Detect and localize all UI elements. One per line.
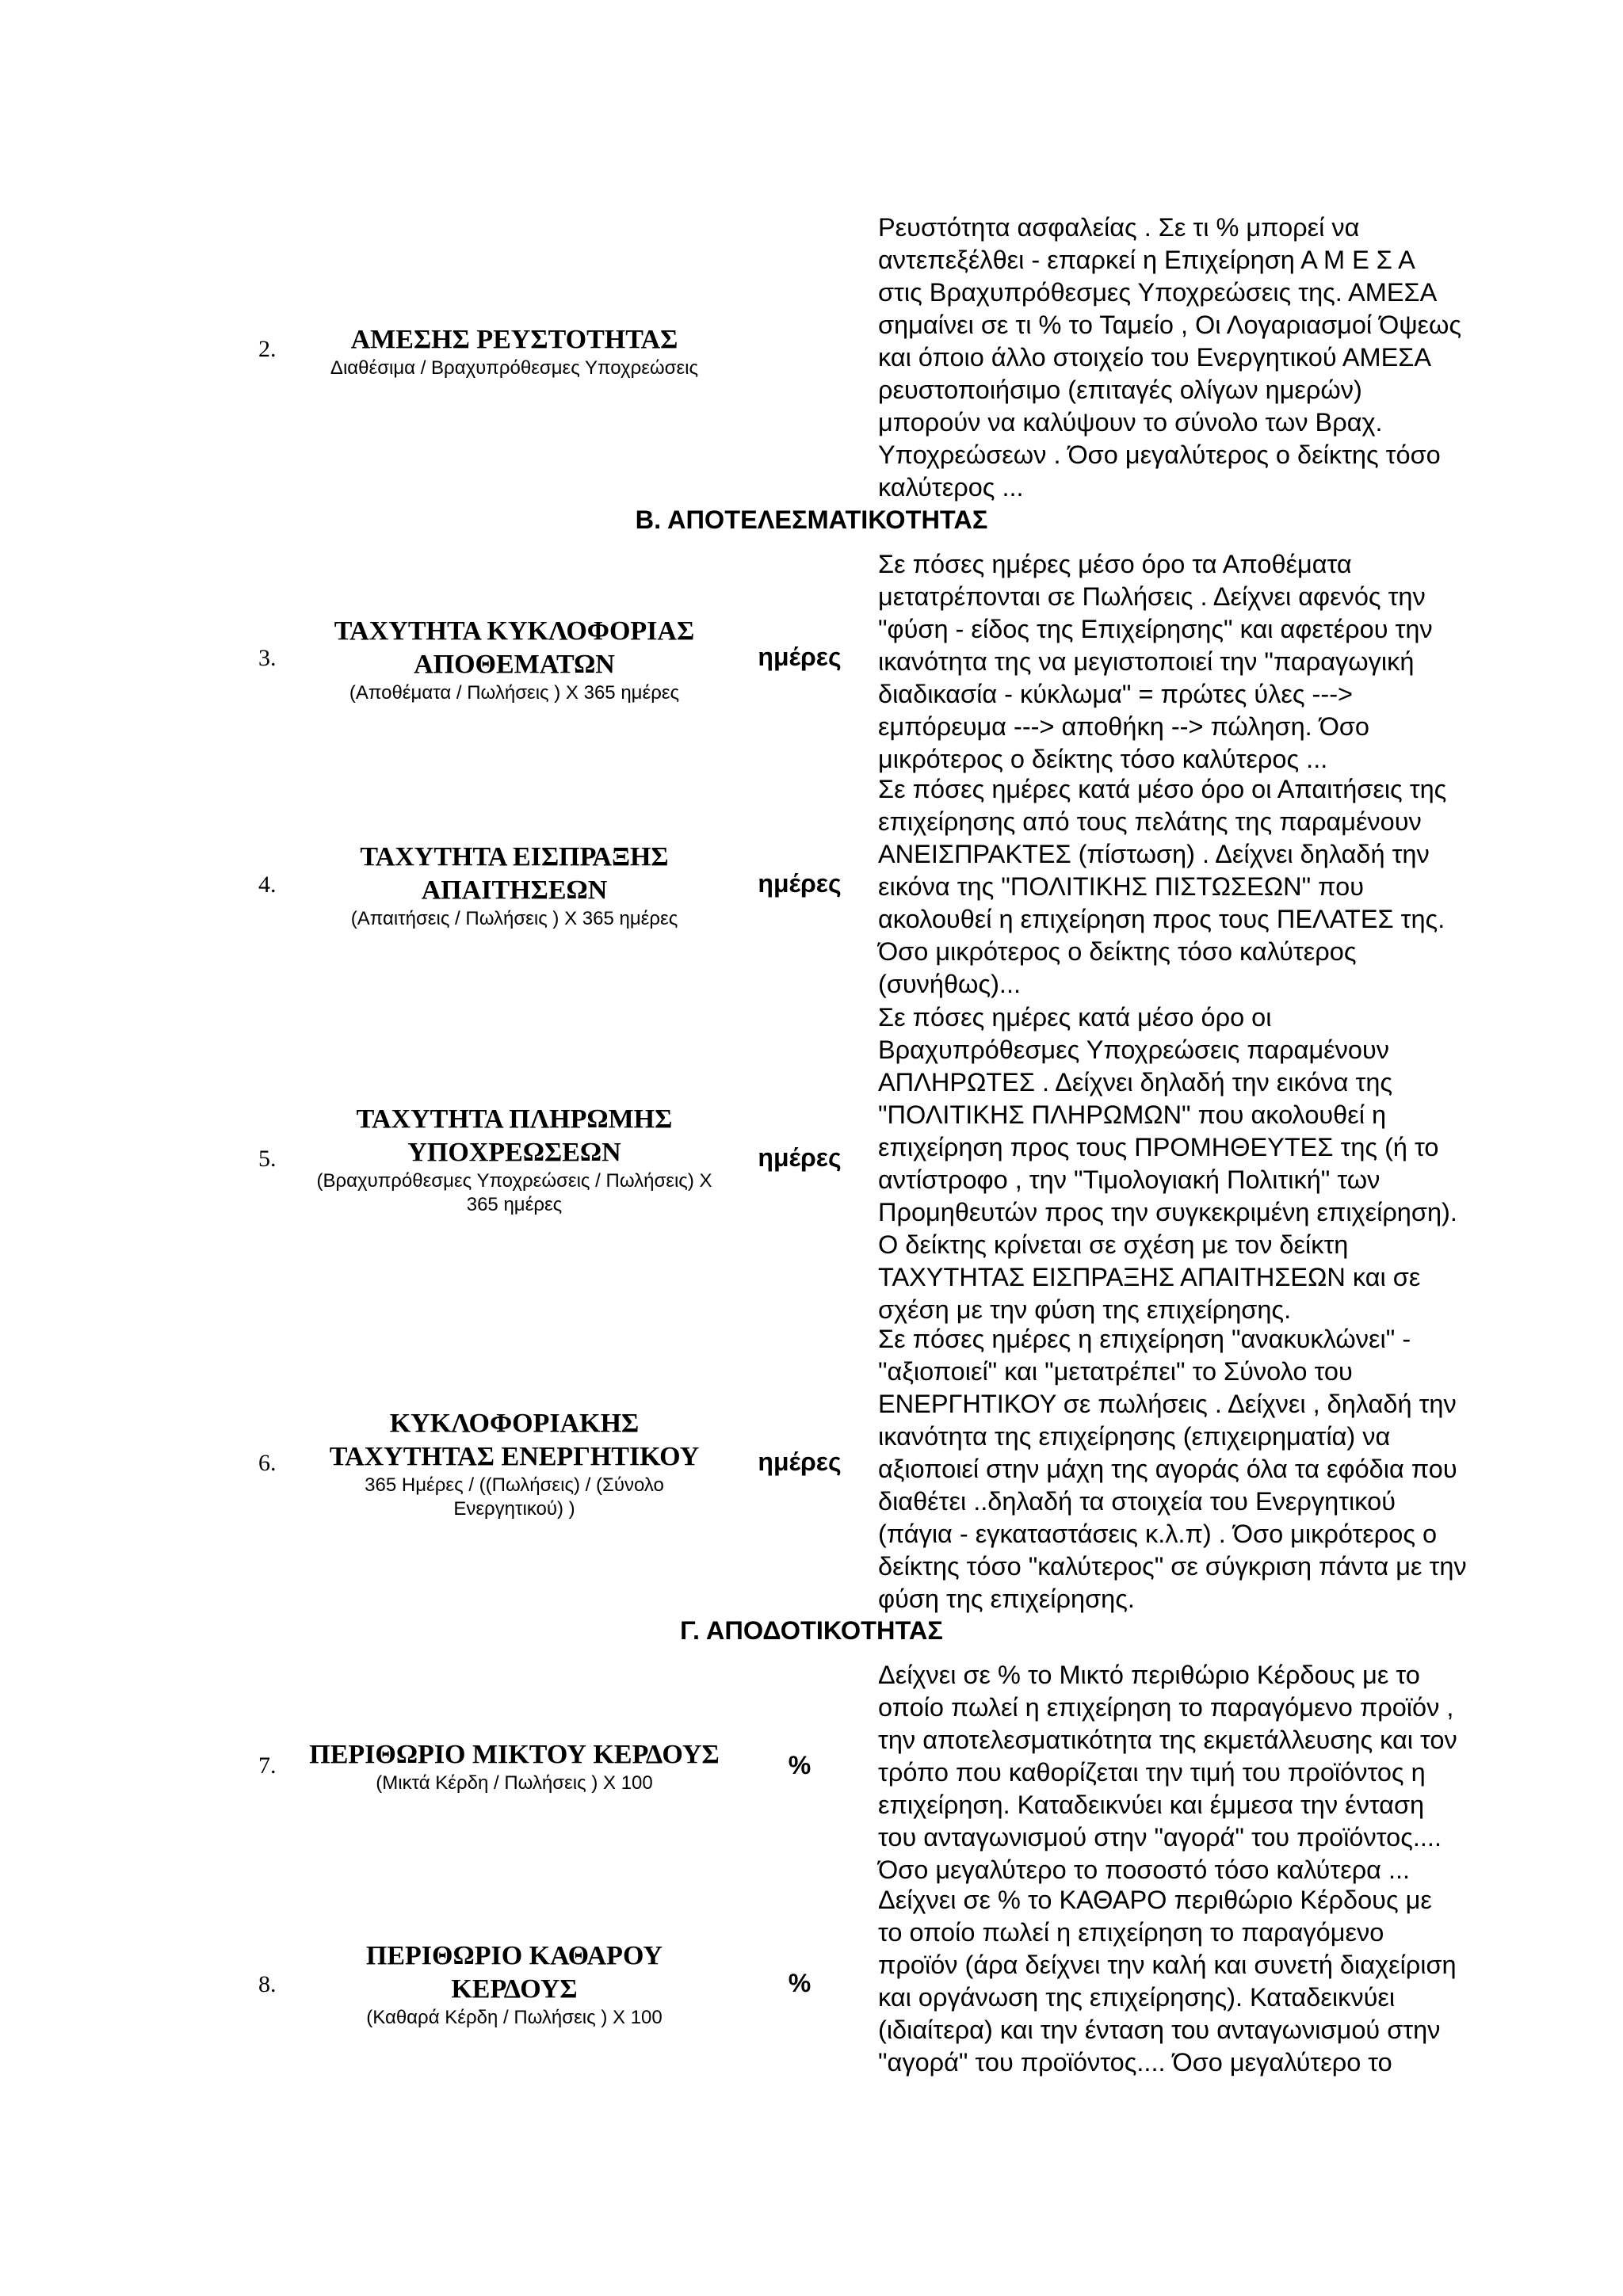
indicator-title: ΤΑΧΥΤΗΤΑ ΚΥΚΛΟΦΟΡΙΑΣ	[334, 616, 695, 646]
unit-label: ημέρες	[758, 643, 842, 671]
indicator-cell	[306, 841, 723, 931]
indicator-formula: (Βραχυπρόθεσμες Υποχρεώσεις / Πωλήσεις) Χ	[316, 1170, 712, 1192]
indicator-title: ΤΑΧΥΤΗΤΑ ΠΛΗΡΩΜΗΣ	[356, 1104, 673, 1134]
description: Δείχνει σε % το Μικτό περιθώριο Κέρδους με το οποίο πωλεί η επιχείρηση το παραγόμενο προϊόν , την αποτελεσματικότητα της εκμετάλλευσης και τον τρόπο που καθορίζεται την τιμή του προϊόντος η επιχείρηση. Καταδεικνύει και έμμεσα την ένταση του ανταγωνισμού στην "αγορά" του προϊόντος.... Όσο μεγαλύτερο το ποσοστό τόσο καλύτερα ...	[878, 1661, 1457, 1884]
indicator-title: ΤΑΧΥΤΗΤΑ ΕΙΣΠΡΑΞΗΣ	[360, 842, 669, 871]
section-heading: Β. ΑΠΟΤΕΛΕΣΜΑΤΙΚΟΤΗΤΑΣ	[635, 505, 988, 534]
indicator-formula: (Αποθέματα / Πωλήσεις ) Χ 365 ημέρες	[349, 682, 680, 704]
indicator-title: ΤΑΧΥΤΗΤΑΣ ΕΝΕΡΓΗΤΙΚΟΥ	[329, 1442, 700, 1471]
row-number: 3.	[258, 645, 277, 671]
indicator-cell	[306, 615, 723, 705]
indicator-formula: (Απαιτήσεις / Πωλήσεις ) Χ 365 ημέρες	[350, 908, 678, 929]
row-number: 4.	[258, 871, 277, 898]
indicator-cell	[306, 1738, 723, 1795]
unit-label: ημέρες	[758, 869, 842, 898]
indicator-cell	[306, 1939, 723, 2030]
indicator-formula: 365 Ημέρες / ((Πωλήσεις) / (Σύνολο	[365, 1474, 664, 1496]
row-number: 8.	[258, 1971, 277, 1997]
indicator-title: ΑΠΟΘΕΜΑΤΩΝ	[414, 650, 615, 679]
indicator-cell	[306, 323, 723, 380]
unit-label: ημέρες	[758, 1447, 842, 1476]
row-number: 2.	[258, 336, 277, 362]
row-number: 5.	[258, 1146, 277, 1172]
description: Σε πόσες ημέρες κατά μέσο όρο οι Βραχυπρόθεσμες Υποχρεώσεις παραμένουν ΑΠΛΗΡΩΤΕΣ . Δείχνει δηλαδή την εικόνα της "ΠΟΛΙΤΙΚΗΣ ΠΛΗΡΩΜΩΝ" που ακολουθεί η επιχείρηση προς τους ΠΡΟΜΗΘΕΥΤΕΣ της (ή το αντίστροφο , την "Τιμολογιακή Πολιτική" των Προμηθευτών προς την συγκεκριμένη επιχείρηση). Ο δείκτης κρίνεται σε σχέση με τον δείκτη ΤΑΧΥΤΗΤΑΣ ΕΙΣΠΡΑΞΗΣ ΑΠΑΙΤΗΣΕΩΝ και σε σχέση με την φύση της επιχείρησης.	[878, 1003, 1457, 1324]
indicator-formula: Διαθέσιμα / Βραχυπρόθεσμες Υποχρεώσεις	[330, 357, 699, 379]
description: Ρευστότητα ασφαλείας . Σε τι % μπορεί να αντεπεξέλθει - επαρκεί η Επιχείρηση Α Μ Ε Σ Α στις Βραχυπρόθεσμες Υποχρεώσεις της. ΑΜΕΣΑ σημαίνει σε τι % το Ταμείο , Οι Λογαριασμοί Όψεως και όποιο άλλο στοιχείο του Ενεργητικού ΑΜΕΣΑ ρευστοποιήσιμο (επιταγές ολίγων ημερών) μπορούν να καλύψουν το σύνολο των Βραχ. Υποχρεώσεων . Όσο μεγαλύτερος ο δείκτης τόσο καλύτερος ...	[878, 213, 1462, 502]
indicator-formula: (Καθαρά Κέρδη / Πωλήσεις ) Χ 100	[366, 2007, 663, 2028]
indicator-title: ΠΕΡΙΘΩΡΙΟ ΜΙΚΤΟΥ ΚΕΡΔΟΥΣ	[309, 1740, 720, 1769]
description: Δείχνει σε % το ΚΑΘΑΡΟ περιθώριο Κέρδους με το οποίο πωλεί η επιχείρηση το παραγόμενο προϊόν (άρα δείχνει την καλή και συνετή διαχείριση και οργάνωση της επιχείρησης). Καταδεικνύει (ιδιαίτερα) και την ένταση του ανταγωνισμού στην "αγορά" του προϊόντος.... Όσο μεγαλύτερο το	[878, 1886, 1457, 2077]
unit-label: %	[788, 1751, 812, 1779]
indicator-title: ΠΕΡΙΘΩΡΙΟ ΚΑΘΑΡΟΥ	[365, 1941, 663, 1970]
section-heading: Γ. ΑΠΟΔΟΤΙΚΟΤΗΤΑΣ	[680, 1616, 943, 1645]
description: Σε πόσες ημέρες η επιχείρηση "ανακυκλώνει" - "αξιοποιεί" και "μετατρέπει" το Σύνολο του ΕΝΕΡΓΗΤΙΚΟΥ σε πωλήσεις . Δείχνει , δηλαδή την ικανότητα της επιχείρησης (επιχειρηματία) να αξιοποιεί στην μάχη της αγοράς όλα τα εφόδια που διαθέτει ..δηλαδή τα στοιχεία του Ενεργητικού (πάγια - εγκαταστάσεις κ.λ.π) . Όσο μικρότερος ο δείκτης τόσο "καλύτερος" σε σύγκριση πάντα με την φύση της επιχείρησης.	[878, 1325, 1467, 1613]
indicator-title: ΚΕΡΔΟΥΣ	[451, 1974, 578, 2004]
indicator-title: ΚΥΚΛΟΦΟΡΙΑΚΗΣ	[389, 1409, 640, 1438]
indicator-cell	[306, 1103, 723, 1217]
indicator-cell	[306, 1407, 723, 1521]
row-number: 6.	[258, 1450, 277, 1476]
indicator-title: ΥΠΟΧΡΕΩΣΕΩΝ	[407, 1138, 621, 1167]
indicator-title: ΑΜΕΣΗΣ ΡΕΥΣΤΟΤΗΤΑΣ	[350, 325, 678, 354]
unit-label: %	[788, 1969, 812, 1997]
indicator-title: ΑΠΑΙΤΗΣΕΩΝ	[421, 875, 608, 905]
indicator-formula: (Μικτά Κέρδη / Πωλήσεις ) Χ 100	[376, 1772, 653, 1794]
description: Σε πόσες ημέρες κατά μέσο όρο οι Απαιτήσεις της επιχείρησης από τους πελάτης της παραμένουν ΑΝΕΙΣΠΡΑΚΤΕΣ (πίστωση) . Δείχνει δηλαδή την εικόνα της "ΠΟΛΙΤΙΚΗΣ ΠΙΣΤΩΣΕΩΝ" που ακολουθεί η επιχείρηση προς τους ΠΕΛΑΤΕΣ της. Όσο μικρότερος ο δείκτης τόσο καλύτερος (συνήθως)...	[878, 775, 1447, 998]
row-number: 7.	[258, 1753, 277, 1779]
indicator-formula: 365 ημέρες	[466, 1194, 563, 1215]
description: Σε πόσες ημέρες μέσο όρο τα Αποθέματα μετατρέπονται σε Πωλήσεις . Δείχνει αφενός την "φύση - είδος της Επιχείρησης" και αφετέρου την ικανότητα της να μεγιστοποιεί την "παραγωγική διαδικασία - κύκλωμα" = πρώτες ύλες ---> εμπόρευμα ---> αποθήκη --> πώληση. Όσο μικρότερος ο δείκτης τόσο καλύτερος ...	[878, 550, 1433, 773]
indicator-formula: Ενεργητικού) )	[453, 1498, 575, 1520]
unit-label: ημέρες	[758, 1143, 842, 1172]
